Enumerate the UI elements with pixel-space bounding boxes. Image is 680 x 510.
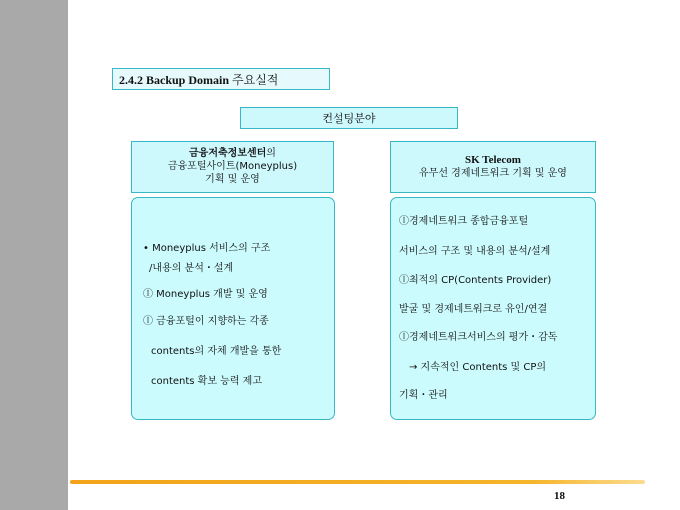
left-header-line3: 기획 및 운영 (205, 174, 260, 185)
left-header-box (131, 141, 334, 193)
right-header-company: SK Telecom (465, 154, 521, 166)
left-item: contents 확보 능력 제고 (151, 376, 262, 387)
right-item: ⓛ최적의 CP(Contents Provider) (399, 275, 552, 286)
page-number: 18 (554, 490, 565, 502)
left-gray-sidebar (0, 0, 68, 510)
section-number: 2.4.2 Backup Domain (119, 73, 230, 87)
left-item: • Moneyplus 서비스의 구조 (143, 243, 271, 254)
right-item: 서비스의 구조 및 내용의 분석/설계 (399, 246, 551, 257)
consulting-label: 컨설팅분야 (240, 107, 458, 129)
left-item: ⓛ Moneyplus 개발 및 운영 (143, 289, 268, 300)
right-content-box (390, 197, 596, 420)
footer-divider (70, 480, 645, 484)
left-item: contents의 자체 개발을 통한 (151, 346, 282, 357)
section-title-korean: 주요실적 (232, 73, 279, 87)
section-title (112, 68, 330, 90)
right-item: ⓛ경제네트워크 종합금융포털 (399, 216, 529, 227)
right-header-desc: 유무선 경제네트워크 기획 및 운영 (419, 168, 567, 179)
right-item: → 지속적인 Contents 및 CP의 (409, 362, 547, 373)
right-item: 발굴 및 경제네트워크로 유인/연결 (399, 304, 548, 315)
left-header-suffix: 의 (266, 148, 276, 159)
left-content-box (131, 197, 335, 420)
right-header-box (390, 141, 596, 193)
left-header-org: 금융저축정보센터 (189, 148, 267, 159)
right-item: 기획・관리 (399, 390, 448, 401)
left-item: ⓛ 금융포털이 지향하는 각종 (143, 316, 269, 327)
left-item: /내용의 분석・설계 (149, 263, 234, 274)
left-header-line2: 금융포털사이트(Moneyplus) (167, 161, 298, 172)
right-item: ⓛ경제네트워크서비스의 평가・감독 (399, 332, 558, 343)
left-header-line1 (132, 147, 333, 160)
